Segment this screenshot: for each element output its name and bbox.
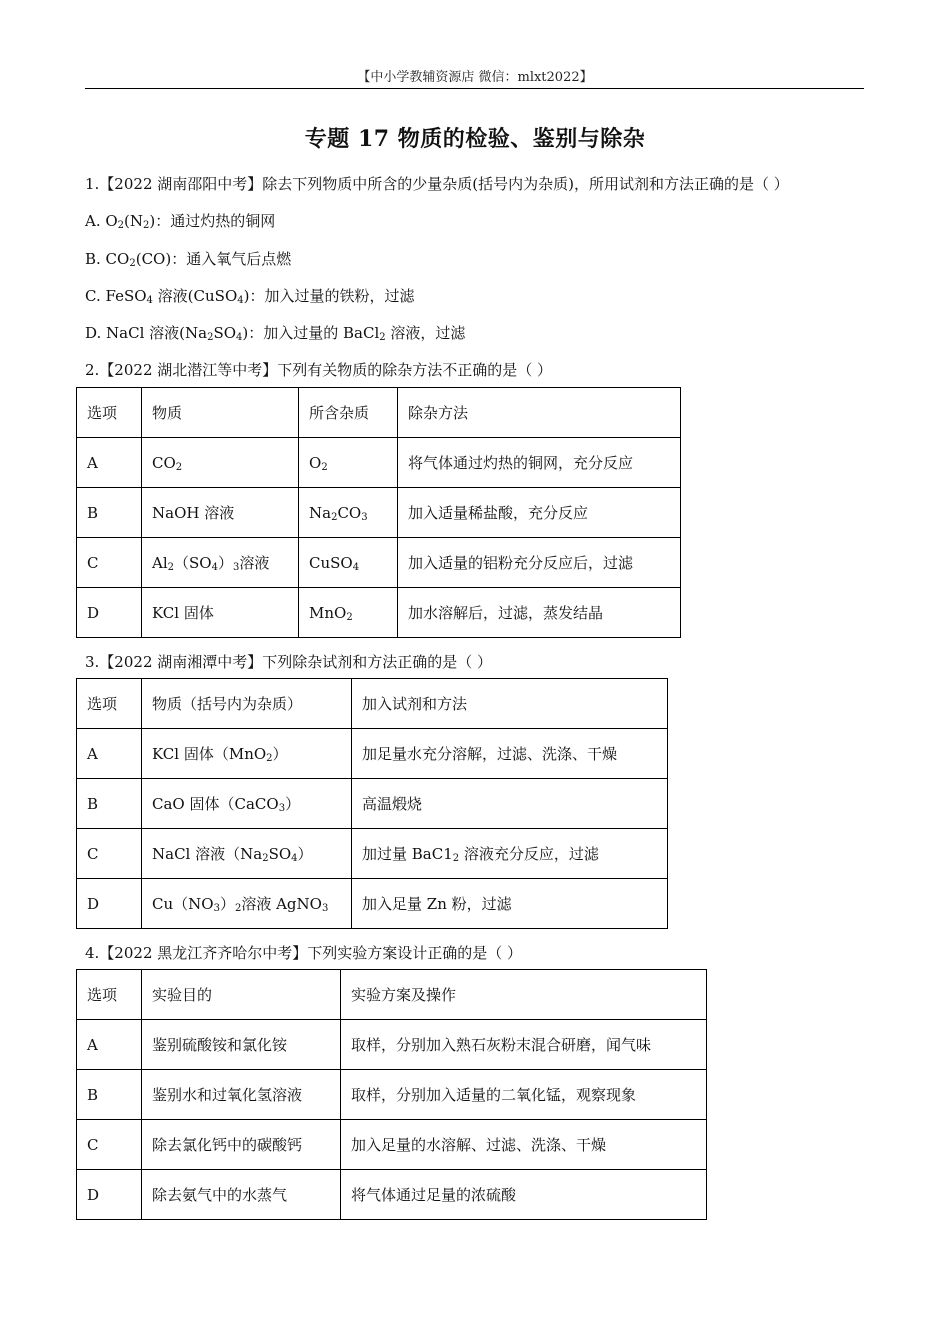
subscript: 2 <box>262 853 269 864</box>
text-segment: A <box>87 453 98 472</box>
text-segment: )：加入过量的铁粉，过滤 <box>243 287 415 305</box>
table-cell <box>77 438 142 488</box>
subscript: 3 <box>232 562 240 573</box>
table-cell <box>352 779 668 829</box>
text-segment: （SO <box>174 554 212 572</box>
text-segment: ） <box>217 554 233 572</box>
text-segment: 取样，分别加入适量的二氧化锰，观察现象 <box>351 1086 637 1104</box>
subscript: 2 <box>129 258 136 269</box>
table-row <box>77 829 668 879</box>
page-title: 专题 17 物质的检验、鉴别与除杂 <box>304 126 646 152</box>
subscript: 4 <box>211 562 218 573</box>
text-segment: Cu（NO <box>152 895 214 913</box>
text-segment: MnO <box>309 603 347 622</box>
q2-table <box>76 387 681 638</box>
q1-option-a <box>85 210 275 231</box>
q3-table <box>76 678 668 929</box>
subscript: 2 <box>117 220 125 231</box>
text-segment: 高温煅烧 <box>362 795 423 813</box>
text-segment: 除去氯化钙中的碳酸钙 <box>152 1136 303 1154</box>
text-segment: NaOH 溶液 <box>152 504 235 522</box>
q1-option-d <box>85 322 465 343</box>
table-cell <box>77 488 142 538</box>
q3-stem: 3.【2022 湖南湘潭中考】下列除杂试剂和方法正确的是（ ） <box>85 653 493 671</box>
subscript: 2 <box>321 461 328 473</box>
text-segment: 除去氨气中的水蒸气 <box>152 1186 288 1204</box>
table-cell <box>142 829 352 879</box>
table-cell <box>142 729 352 779</box>
q1-option-b <box>85 248 291 269</box>
table-cell <box>142 879 352 929</box>
subscript: 3 <box>361 511 368 523</box>
table-cell <box>142 538 299 588</box>
text-segment: SO <box>268 845 292 863</box>
subscript: 3 <box>321 903 329 914</box>
table-cell <box>299 438 398 488</box>
subscript: 2 <box>234 903 242 914</box>
text-segment: 溶液(CuSO <box>152 287 238 305</box>
text-segment: 加水溶解后，过滤，蒸发结晶 <box>408 604 604 622</box>
table-row <box>77 438 681 488</box>
subscript: 4 <box>352 561 360 573</box>
text-segment: A. O <box>85 212 118 230</box>
header-cell: 所含杂质 <box>299 388 398 438</box>
text-segment: 取样，分别加入熟石灰粉末混合研磨，闻气味 <box>351 1036 652 1054</box>
subscript: 2 <box>331 511 338 523</box>
text-segment: KCl 固体 <box>152 604 214 622</box>
text-segment: 加入足量的水溶解、过滤、洗涤、干燥 <box>351 1136 607 1154</box>
text-segment: ） <box>297 845 313 863</box>
subscript: 4 <box>237 295 244 306</box>
table-cell <box>77 1170 142 1220</box>
text-segment: CO <box>337 503 362 522</box>
subscript: 2 <box>167 562 175 573</box>
header-cell: 选项 <box>77 388 142 438</box>
text-segment: Na <box>309 503 332 522</box>
table-cell <box>77 1020 142 1070</box>
table-row <box>77 1020 707 1070</box>
text-segment: (CO)：通入氧气后点燃 <box>135 250 292 268</box>
table-row <box>77 879 668 929</box>
text-segment: 将气体通过灼热的铜网，充分反应 <box>408 454 634 472</box>
table-cell <box>77 829 142 879</box>
table-row <box>77 1070 707 1120</box>
header-cell: 选项 <box>77 970 142 1020</box>
subscript: 2 <box>379 332 386 343</box>
table-row <box>77 1170 707 1220</box>
text-segment: SO <box>213 324 237 342</box>
header-cell: 实验方案及操作 <box>341 970 707 1020</box>
subscript: 4 <box>236 332 243 343</box>
table-cell <box>341 1120 707 1170</box>
table-cell <box>352 879 668 929</box>
text-segment: (N <box>124 212 144 230</box>
header-cell: 实验目的 <box>142 970 341 1020</box>
table-cell <box>142 588 299 638</box>
table-cell <box>398 588 681 638</box>
subscript: 3 <box>213 903 220 914</box>
text-segment: NaCl 溶液（Na <box>152 845 263 863</box>
text-segment: 加入足量 Zn 粉，过滤 <box>362 895 512 913</box>
subscript: 4 <box>291 853 298 864</box>
text-segment: ） <box>285 795 301 813</box>
q1-option-c <box>85 285 414 306</box>
subscript: 4 <box>146 295 153 306</box>
text-segment: C <box>87 844 99 863</box>
table-cell <box>398 438 681 488</box>
text-segment: 加入适量的铝粉充分反应后，过滤 <box>408 554 634 572</box>
table-cell <box>299 488 398 538</box>
table-row <box>77 729 668 779</box>
table-cell <box>77 729 142 779</box>
table-cell <box>398 488 681 538</box>
table-cell <box>142 1170 341 1220</box>
table-cell <box>352 729 668 779</box>
table-cell <box>142 779 352 829</box>
text-segment: A <box>87 744 98 763</box>
text-segment: D <box>87 603 100 622</box>
table-cell <box>341 1170 707 1220</box>
text-segment: 鉴别水和过氧化氢溶液 <box>152 1086 303 1104</box>
table-cell <box>77 879 142 929</box>
table-cell <box>352 829 668 879</box>
table-header-row <box>77 970 707 1020</box>
table-cell <box>77 538 142 588</box>
header-note: 【中小学教辅资源店 微信：mlxt2022】 <box>357 70 593 85</box>
text-segment: ） <box>272 745 288 763</box>
table-row <box>77 1120 707 1170</box>
subscript: 3 <box>278 803 286 814</box>
table-cell <box>299 538 398 588</box>
table-cell <box>142 1120 341 1170</box>
q4-table <box>76 969 707 1220</box>
text-segment: 溶液，过滤 <box>385 324 466 342</box>
text-segment: ） <box>219 895 235 913</box>
text-segment: 溶液 <box>239 554 270 572</box>
text-segment: CO <box>152 453 176 472</box>
text-segment: D <box>87 894 100 913</box>
text-segment: KCl 固体（MnO <box>152 745 267 763</box>
table-cell <box>142 488 299 538</box>
table-cell <box>398 538 681 588</box>
text-segment: )：通过灼热的铜网 <box>149 212 276 230</box>
subscript: 2 <box>452 853 460 864</box>
text-segment: C <box>87 1135 99 1154</box>
table-cell <box>341 1020 707 1070</box>
text-segment: B <box>87 794 99 813</box>
table-cell <box>77 779 142 829</box>
text-segment: )：加入过量的 BaCl <box>242 324 380 342</box>
text-segment: 鉴别硫酸铵和氯化铵 <box>152 1036 288 1054</box>
table-cell <box>77 1120 142 1170</box>
header-cell: 加入试剂和方法 <box>352 679 668 729</box>
text-segment: 加入适量稀盐酸，充分反应 <box>408 504 589 522</box>
text-segment: 溶液 AgNO <box>241 895 322 913</box>
text-segment: CaO 固体（CaCO <box>152 795 279 813</box>
table-row <box>77 488 681 538</box>
text-segment: 加足量水充分溶解，过滤、洗涤、干燥 <box>362 745 618 763</box>
text-segment: 加过量 BaC1 <box>362 845 453 863</box>
text-segment: 将气体通过足量的浓硫酸 <box>351 1186 517 1204</box>
text-segment: B <box>87 503 99 522</box>
header-cell: 物质 <box>142 388 299 438</box>
table-cell <box>142 438 299 488</box>
table-row <box>77 538 681 588</box>
table-row <box>77 588 681 638</box>
header-cell: 除杂方法 <box>398 388 681 438</box>
text-segment: O <box>309 453 322 472</box>
table-cell <box>142 1020 341 1070</box>
text-segment: B <box>87 1085 99 1104</box>
subscript: 2 <box>143 220 150 231</box>
table-header-row <box>77 388 681 438</box>
table-cell <box>341 1070 707 1120</box>
q4-stem: 4.【2022 黑龙江齐齐哈尔中考】下列实验方案设计正确的是（ ） <box>85 944 523 962</box>
q1-stem: 1.【2022 湖南邵阳中考】除去下列物质中所含的少量杂质(括号内为杂质)，所用试剂和方法正确的是（ ） <box>85 175 789 193</box>
table-cell <box>77 1070 142 1120</box>
subscript: 2 <box>266 753 273 764</box>
text-segment: A <box>87 1035 98 1054</box>
text-segment: D. NaCl 溶液(Na <box>85 324 208 342</box>
header-cell: 物质（括号内为杂质） <box>142 679 352 729</box>
subscript: 2 <box>175 461 183 473</box>
header-rule <box>85 88 864 89</box>
table-row <box>77 779 668 829</box>
table-cell <box>299 588 398 638</box>
text-segment: C. FeSO <box>85 287 147 305</box>
text-segment: 溶液充分反应，过滤 <box>459 845 599 863</box>
q2-stem: 2.【2022 湖北潜江等中考】下列有关物质的除杂方法不正确的是（ ） <box>85 361 553 379</box>
table-cell <box>77 588 142 638</box>
text-segment: B. CO <box>85 250 130 268</box>
header-cell: 选项 <box>77 679 142 729</box>
text-segment: Al <box>152 554 168 572</box>
table-cell <box>142 1070 341 1120</box>
text-segment: D <box>87 1185 100 1204</box>
subscript: 2 <box>346 611 353 623</box>
table-header-row <box>77 679 668 729</box>
text-segment: CuSO <box>309 553 353 572</box>
text-segment: C <box>87 553 99 572</box>
subscript: 2 <box>207 332 214 343</box>
